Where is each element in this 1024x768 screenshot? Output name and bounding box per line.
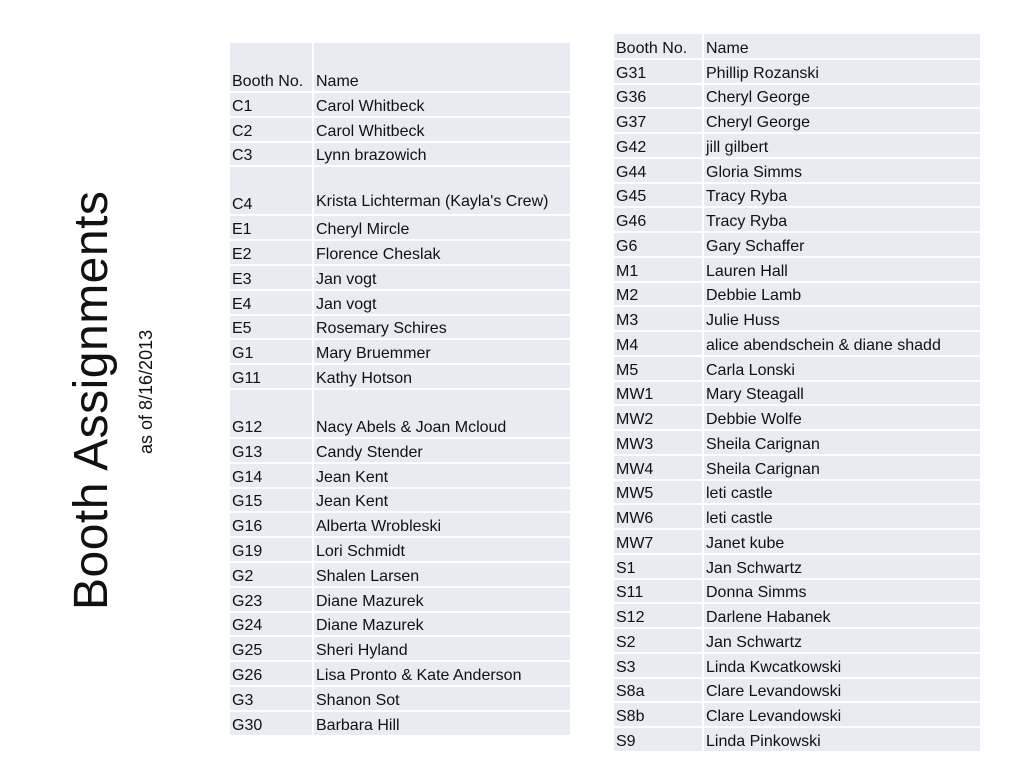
name-cell: leti castle	[703, 480, 981, 505]
name-cell: Jean Kent	[313, 488, 571, 513]
table-row	[230, 488, 571, 513]
booth-cell: G1	[230, 339, 313, 364]
name-cell: Jan Schwartz	[703, 628, 981, 653]
table-row	[230, 661, 571, 686]
name-cell: Carol Whitbeck	[313, 117, 571, 142]
name-cell: Jean Kent	[313, 463, 571, 488]
name-cell: Darlene Habanek	[703, 603, 981, 628]
booth-cell: G23	[230, 587, 313, 612]
booth-cell: M1	[614, 257, 703, 282]
booth-cell: G19	[230, 537, 313, 562]
name-cell: Janet kube	[703, 529, 981, 554]
table-row	[614, 579, 981, 604]
name-cell: Shalen Larsen	[313, 562, 571, 587]
table-row	[230, 240, 571, 265]
name-cell: Jan Schwartz	[703, 554, 981, 579]
table-row	[614, 405, 981, 430]
table-row	[230, 512, 571, 537]
booth-cell: G24	[230, 612, 313, 637]
name-cell: Julie Huss	[703, 306, 981, 331]
name-cell: Mary Bruemmer	[313, 339, 571, 364]
table-header-row	[614, 34, 981, 59]
booth-cell: G42	[614, 133, 703, 158]
table-row	[230, 562, 571, 587]
table-row	[614, 430, 981, 455]
table-row	[614, 653, 981, 678]
booth-cell: S8a	[614, 678, 703, 703]
table-row	[230, 315, 571, 340]
booth-cell: G13	[230, 438, 313, 463]
booth-table-right	[614, 34, 982, 753]
booth-cell: G37	[614, 108, 703, 133]
name-cell: Sheila Carignan	[703, 430, 981, 455]
table-row	[230, 215, 571, 240]
table-row	[230, 339, 571, 364]
booth-cell: S3	[614, 653, 703, 678]
name-cell: Gloria Simms	[703, 158, 981, 183]
name-cell: Lisa Pronto & Kate Anderson	[313, 661, 571, 686]
table-row	[614, 282, 981, 307]
name-cell: Lauren Hall	[703, 257, 981, 282]
name-cell: Candy Stender	[313, 438, 571, 463]
table-row	[614, 455, 981, 480]
booth-cell: G11	[230, 364, 313, 389]
name-cell: Debbie Lamb	[703, 282, 981, 307]
booth-cell: C2	[230, 117, 313, 142]
table-row	[614, 356, 981, 381]
page-subtitle: as of 8/16/2013	[136, 329, 156, 454]
name-cell: Phillip Rozanski	[703, 59, 981, 84]
booth-cell: G12	[230, 389, 313, 438]
table-row	[614, 504, 981, 529]
table-row	[230, 265, 571, 290]
name-cell: Linda Pinkowski	[703, 727, 981, 752]
booth-cell: MW4	[614, 455, 703, 480]
table-row	[230, 364, 571, 389]
name-cell: Carol Whitbeck	[313, 92, 571, 117]
name-cell: Barbara Hill	[313, 711, 571, 736]
booth-cell: G46	[614, 207, 703, 232]
name-cell: Sheri Hyland	[313, 636, 571, 661]
booth-cell: MW2	[614, 405, 703, 430]
booth-cell: G31	[614, 59, 703, 84]
booth-cell: G36	[614, 84, 703, 109]
table-row	[614, 257, 981, 282]
name-cell: Kathy Hotson	[313, 364, 571, 389]
table-row	[230, 636, 571, 661]
booth-cell: MW6	[614, 504, 703, 529]
table-row	[230, 117, 571, 142]
table-row	[614, 59, 981, 84]
booth-cell: M4	[614, 331, 703, 356]
table-row	[614, 727, 981, 752]
booth-cell: S2	[614, 628, 703, 653]
title-block	[62, 110, 162, 620]
table-row	[614, 84, 981, 109]
booth-cell: MW3	[614, 430, 703, 455]
name-cell: Sheila Carignan	[703, 455, 981, 480]
booth-cell: G25	[230, 636, 313, 661]
table-row	[614, 232, 981, 257]
table-row	[614, 207, 981, 232]
table-row	[230, 142, 571, 167]
booth-cell: S12	[614, 603, 703, 628]
booth-cell: M3	[614, 306, 703, 331]
booth-cell: E5	[230, 315, 313, 340]
name-cell: Debbie Wolfe	[703, 405, 981, 430]
name-cell: Gary Schaffer	[703, 232, 981, 257]
header-name: Name	[703, 34, 981, 59]
name-cell: Mary Steagall	[703, 381, 981, 406]
booth-cell: C3	[230, 142, 313, 167]
table-row	[230, 92, 571, 117]
booth-cell: MW1	[614, 381, 703, 406]
table-row	[230, 612, 571, 637]
name-cell: Alberta Wrobleski	[313, 512, 571, 537]
name-cell: leti castle	[703, 504, 981, 529]
table-row	[230, 438, 571, 463]
booth-cell: G14	[230, 463, 313, 488]
booth-cell: C1	[230, 92, 313, 117]
name-cell: Tracy Ryba	[703, 207, 981, 232]
table-row	[614, 306, 981, 331]
booth-cell: E1	[230, 215, 313, 240]
booth-cell: G44	[614, 158, 703, 183]
header-booth-no: Booth No.	[614, 34, 703, 59]
name-cell: Clare Levandowski	[703, 702, 981, 727]
name-cell: Shanon Sot	[313, 686, 571, 711]
booth-cell: S9	[614, 727, 703, 752]
booth-cell: G6	[614, 232, 703, 257]
table-row	[230, 686, 571, 711]
table-row	[614, 554, 981, 579]
name-cell: Lynn brazowich	[313, 142, 571, 167]
table-row	[614, 628, 981, 653]
name-cell: Lori Schmidt	[313, 537, 571, 562]
booth-table-left	[230, 43, 572, 737]
booth-cell: G2	[230, 562, 313, 587]
table-row	[614, 603, 981, 628]
table-row	[230, 587, 571, 612]
name-cell: Cheryl George	[703, 108, 981, 133]
table-row	[230, 537, 571, 562]
name-cell: Jan vogt	[313, 290, 571, 315]
page-title: Booth Assignments	[65, 190, 118, 610]
table-header-row	[230, 43, 571, 92]
booth-cell: S11	[614, 579, 703, 604]
table-row	[230, 389, 571, 438]
name-cell: Cheryl Mircle	[313, 215, 571, 240]
booth-cell: E2	[230, 240, 313, 265]
table-row	[614, 381, 981, 406]
booth-cell: MW5	[614, 480, 703, 505]
booth-cell: S1	[614, 554, 703, 579]
name-cell: Nacy Abels & Joan Mcloud	[313, 389, 571, 438]
table-row	[230, 711, 571, 736]
name-cell: Cheryl George	[703, 84, 981, 109]
name-cell: Diane Mazurek	[313, 612, 571, 637]
header-name: Name	[313, 43, 571, 92]
name-cell: alice abendschein & diane shadd	[703, 331, 981, 356]
booth-cell: G16	[230, 512, 313, 537]
booth-cell: G15	[230, 488, 313, 513]
name-cell: Carla Lonski	[703, 356, 981, 381]
name-cell: jill gilbert	[703, 133, 981, 158]
table-row	[614, 702, 981, 727]
name-cell: Florence Cheslak	[313, 240, 571, 265]
booth-cell: G26	[230, 661, 313, 686]
table-row	[614, 331, 981, 356]
table-row	[614, 133, 981, 158]
booth-cell: MW7	[614, 529, 703, 554]
table-row	[614, 158, 981, 183]
booth-cell: C4	[230, 166, 313, 215]
table-row	[614, 183, 981, 208]
table-row	[614, 108, 981, 133]
name-cell: Rosemary Schires	[313, 315, 571, 340]
booth-cell: S8b	[614, 702, 703, 727]
table-row	[614, 529, 981, 554]
name-cell: Krista Lichterman (Kayla's Crew)	[313, 166, 571, 215]
booth-cell: E3	[230, 265, 313, 290]
table-row	[230, 290, 571, 315]
booth-cell: M5	[614, 356, 703, 381]
booth-cell: G30	[230, 711, 313, 736]
table-row	[614, 480, 981, 505]
booth-cell: G45	[614, 183, 703, 208]
table-row	[614, 678, 981, 703]
booth-cell: G3	[230, 686, 313, 711]
table-row	[230, 166, 571, 215]
booth-cell: M2	[614, 282, 703, 307]
name-cell: Jan vogt	[313, 265, 571, 290]
booth-cell: E4	[230, 290, 313, 315]
table-row	[230, 463, 571, 488]
header-booth-no: Booth No.	[230, 43, 313, 92]
name-cell: Tracy Ryba	[703, 183, 981, 208]
name-cell: Clare Levandowski	[703, 678, 981, 703]
name-cell: Donna Simms	[703, 579, 981, 604]
name-cell: Linda Kwcatkowski	[703, 653, 981, 678]
name-cell: Diane Mazurek	[313, 587, 571, 612]
